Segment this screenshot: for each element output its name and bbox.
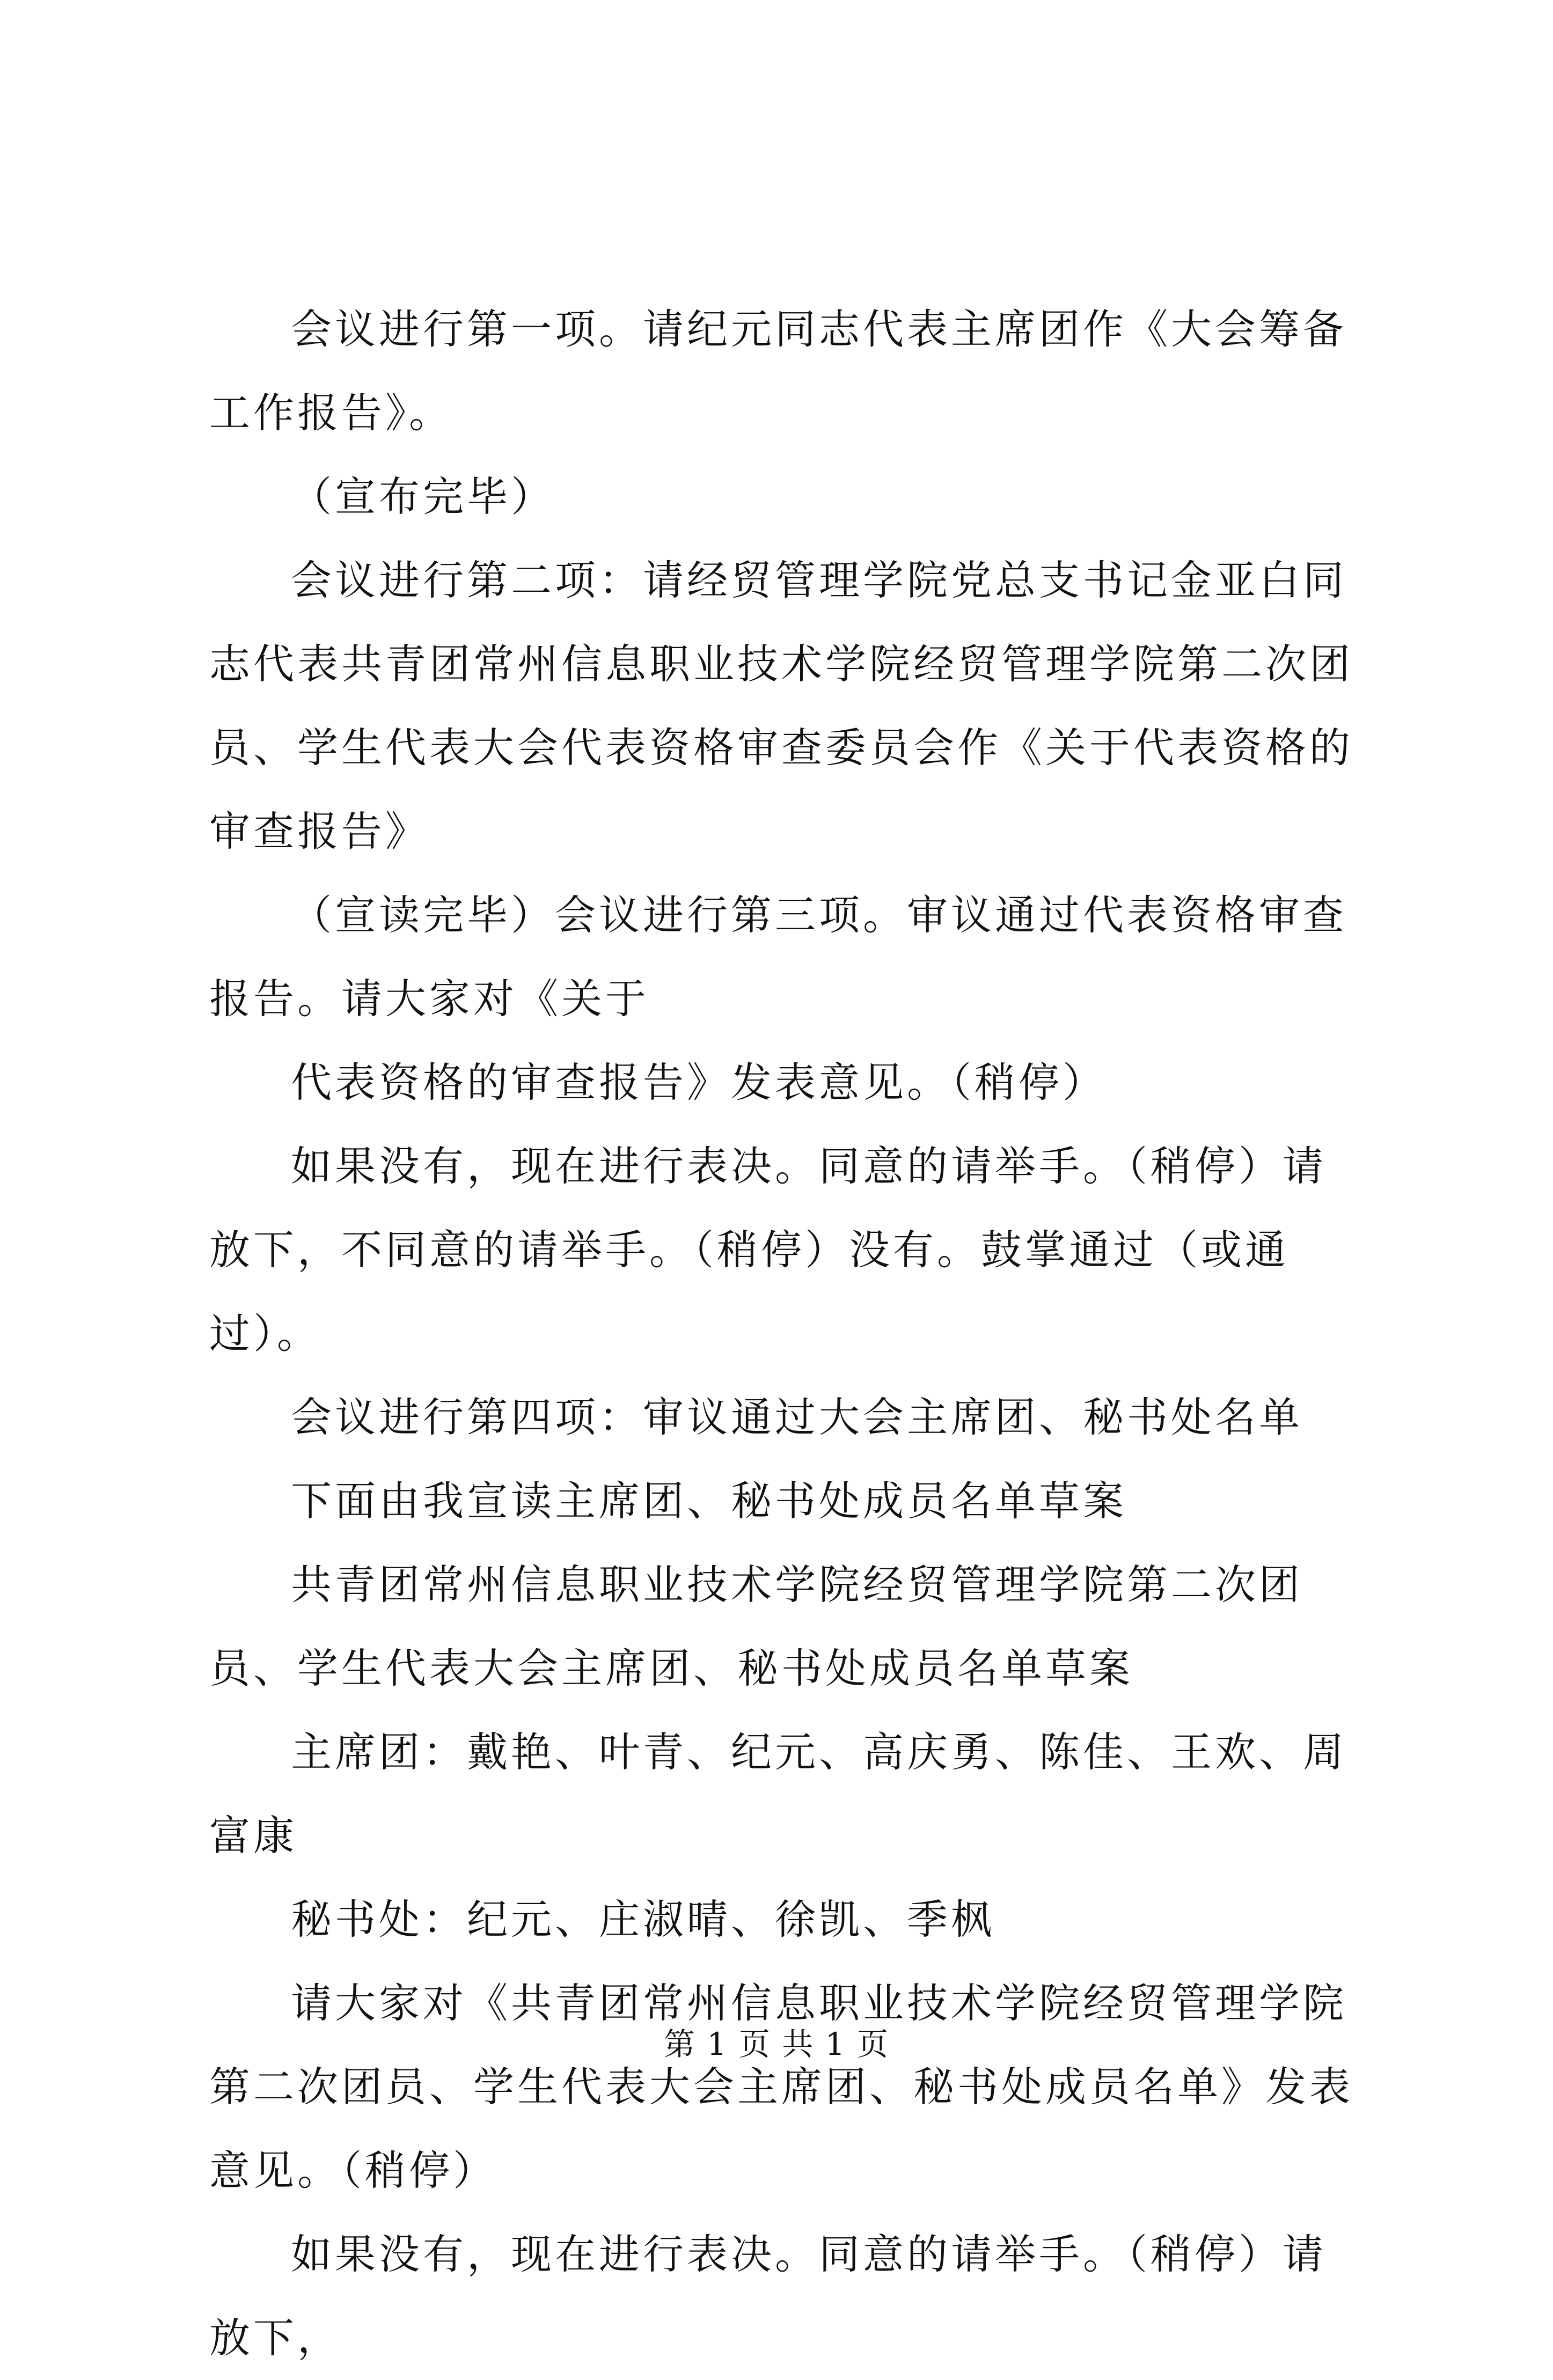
paragraph-4: （宣读完毕）会议进行第三项。审议通过代表资格审查报告。请大家对《关于 [209, 891, 1347, 1023]
document-body [209, 288, 1363, 2380]
paragraph-3: 会议进行第二项：请经贸管理学院党总支书记金亚白同志代表共青团常州信息职业技术学院经贸管理学院第二次团员、学生代表大会代表资格审查委员会作《关于代表资格的审查报告》 [209, 556, 1353, 855]
paragraph-12: 请大家对《共青团常州信息职业技术学院经贸管理学院第二次团员、学生代表大会主席团、秘书处成员名单》发表意见。（稍停） [209, 1979, 1353, 2194]
paragraph-6: 如果没有，现在进行表决。同意的请举手。（稍停）请放下，不同意的请举手。（稍停）没有。鼓掌通过（或通过）。 [209, 1142, 1327, 1357]
paragraph-8: 下面由我宣读主席团、秘书处成员名单草案 [291, 1477, 1127, 1525]
paragraph-2: （宣布完毕） [291, 473, 555, 520]
paragraph-1: 会议进行第一项。请纪元同志代表主席团作《大会筹备工作报告》。 [209, 305, 1347, 437]
paragraph-10: 主席团：戴艳、叶青、纪元、高庆勇、陈佳、王欢、周富康 [209, 1728, 1347, 1860]
paragraph-7: 会议进行第四项：审议通过大会主席团、秘书处名单 [291, 1393, 1303, 1441]
page-footer: 第 1 页 共 1 页 [664, 2026, 889, 2062]
paragraph-13: 如果没有，现在进行表决。同意的请举手。（稍停）请放下， [209, 2230, 1327, 2362]
paragraph-5: 代表资格的审查报告》发表意见。（稍停） [291, 1059, 1107, 1106]
paragraph-11: 秘书处：纪元、庄淑晴、徐凯、季枫 [291, 1896, 995, 1943]
paragraph-9: 共青团常州信息职业技术学院经贸管理学院第二次团员、学生代表大会主席团、秘书处成员名单草案 [209, 1561, 1303, 1692]
